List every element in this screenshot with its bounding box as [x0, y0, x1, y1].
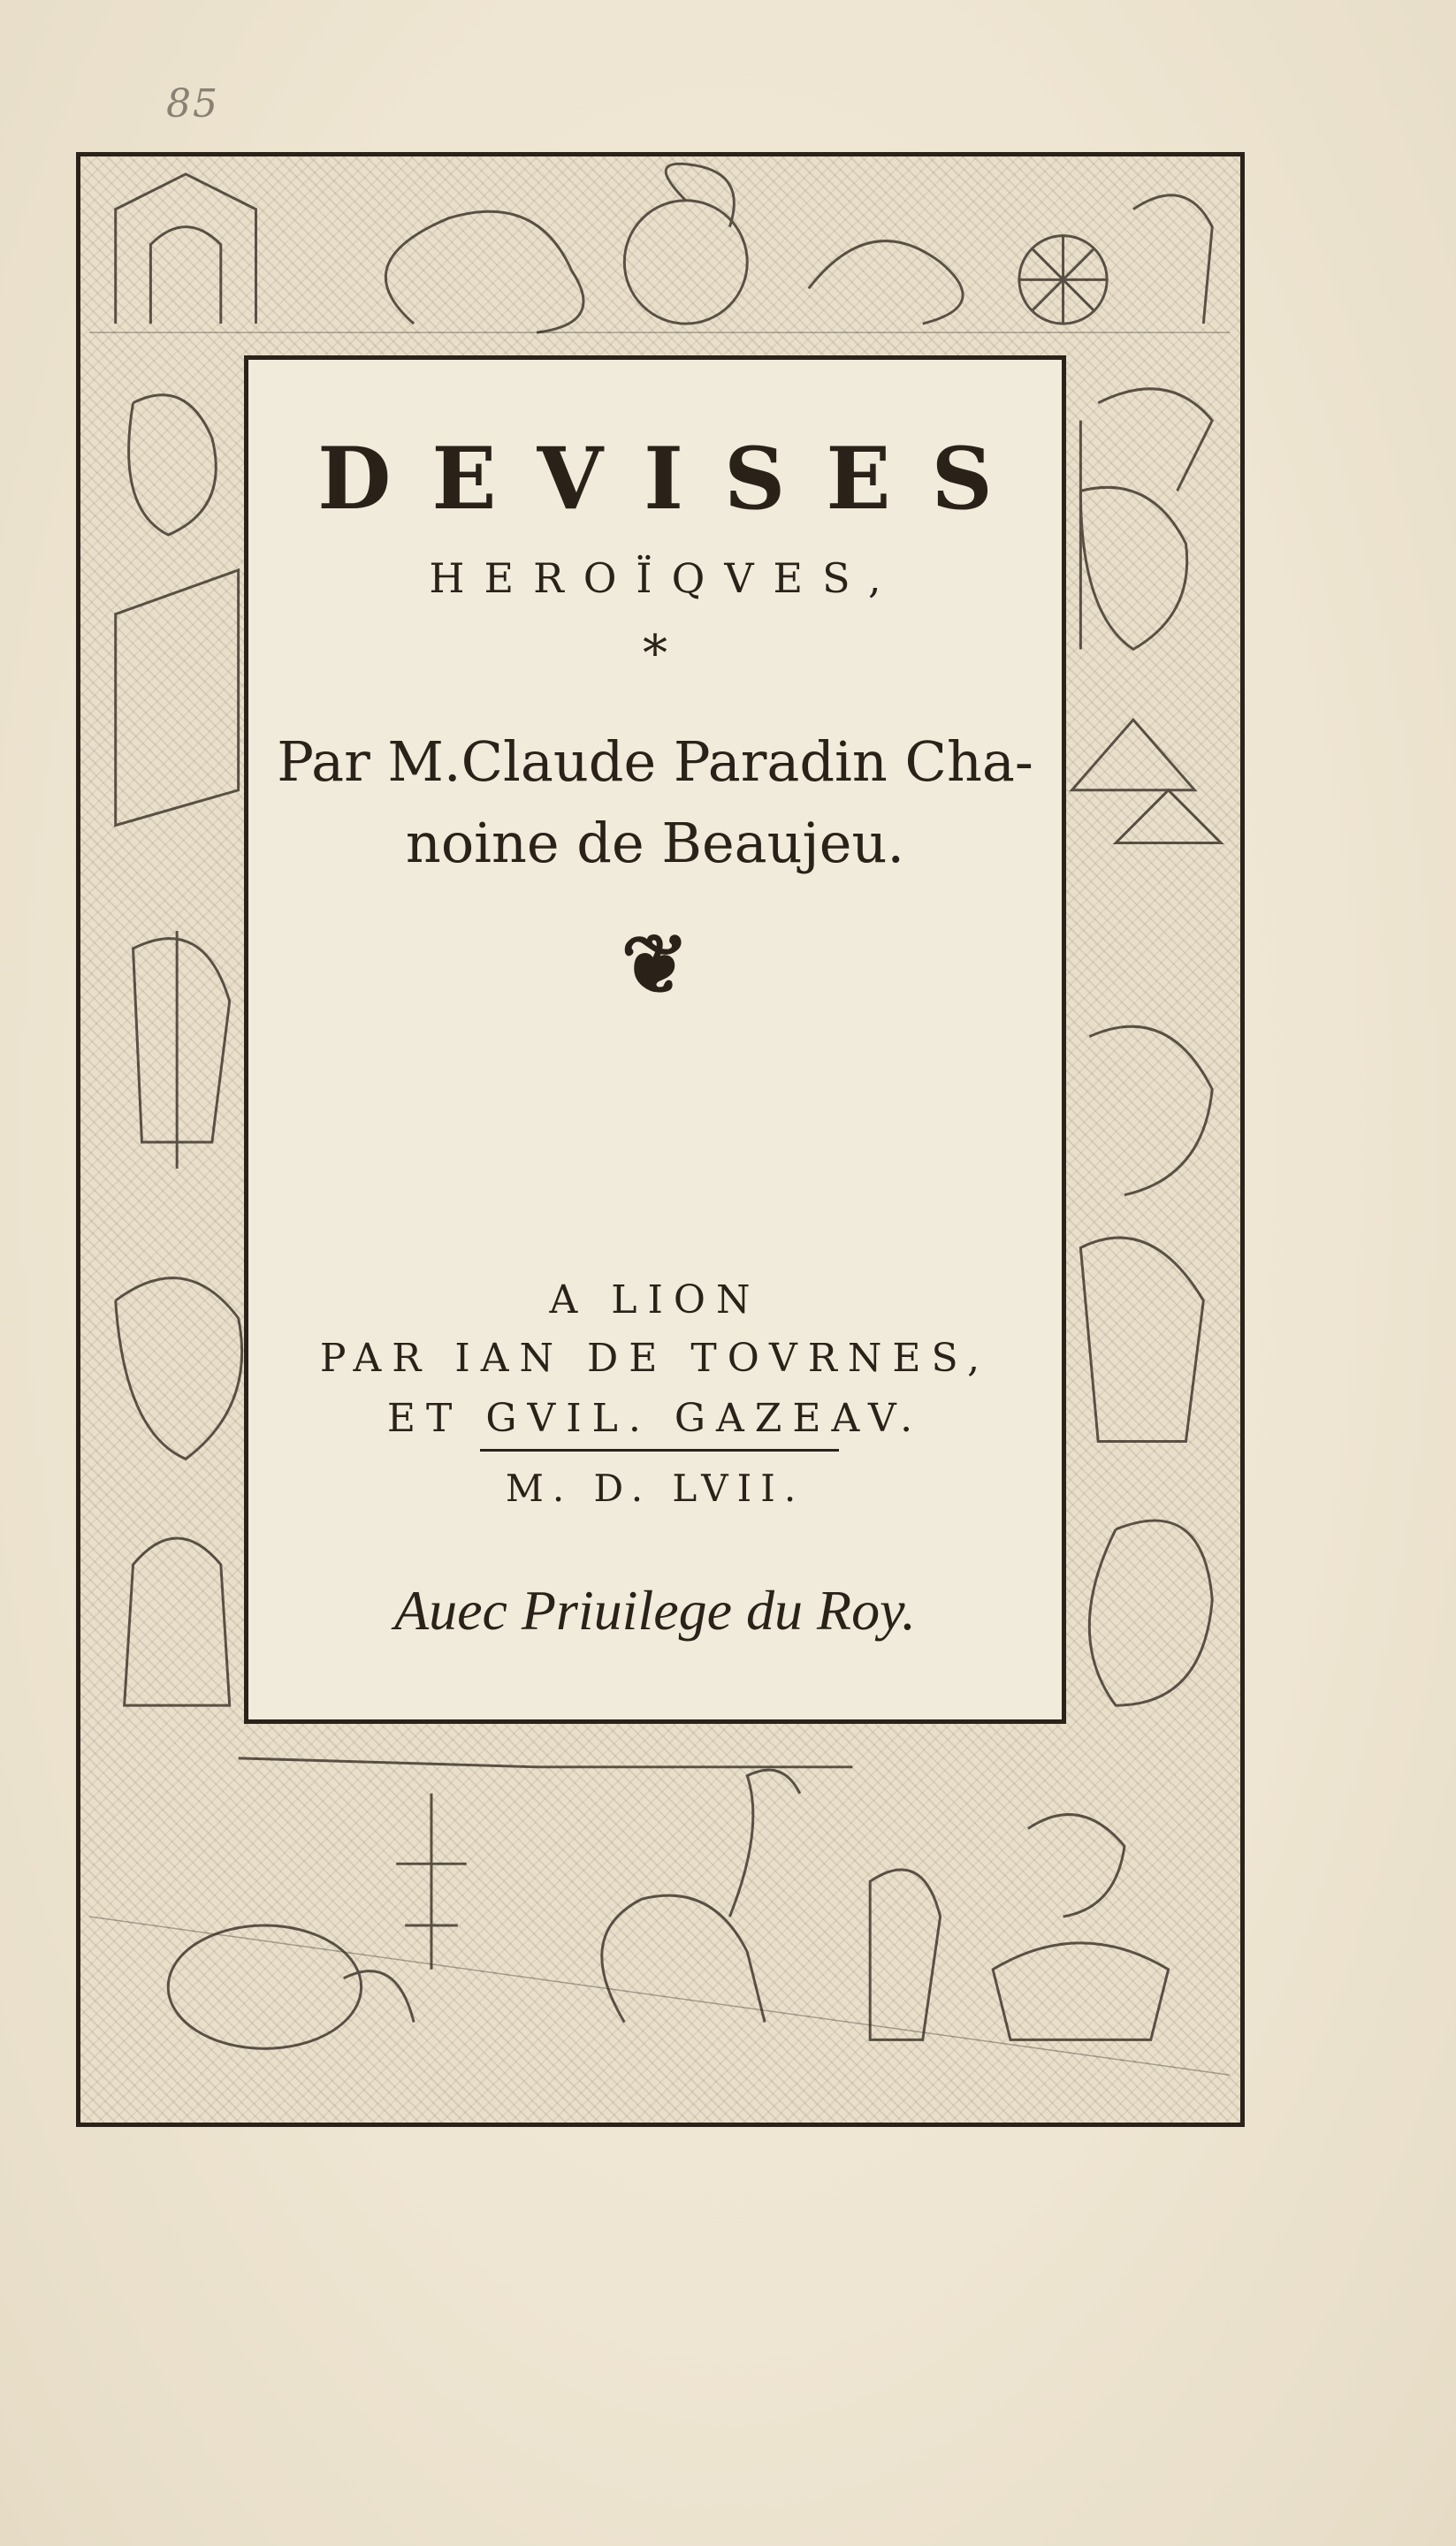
imprint-printer-1: PAR IAN DE TOVRNES, — [319, 1336, 991, 1381]
author-line-2: noine de Beaujeu. — [405, 811, 905, 875]
imprint-printer-2: ET GVIL. GAZEAV. — [386, 1396, 924, 1441]
imprint-place: A LION — [549, 1277, 761, 1323]
imprint-divider — [480, 1449, 839, 1452]
imprint-date: M. D. LVII. — [505, 1467, 805, 1510]
author-line-1: Par M.Claude Paradin Cha- — [277, 729, 1033, 794]
title-panel — [244, 355, 1066, 1724]
fleuron-ornament-icon: ❦ — [621, 917, 690, 1012]
royal-privilege: Auec Priuilege du Roy. — [393, 1579, 917, 1642]
book-subtitle: HEROÏQVES, — [429, 554, 901, 602]
book-title: DEVISES — [317, 429, 1033, 529]
shelfmark-annotation: 85 — [166, 81, 219, 126]
star-ornament-icon: * — [643, 625, 667, 682]
